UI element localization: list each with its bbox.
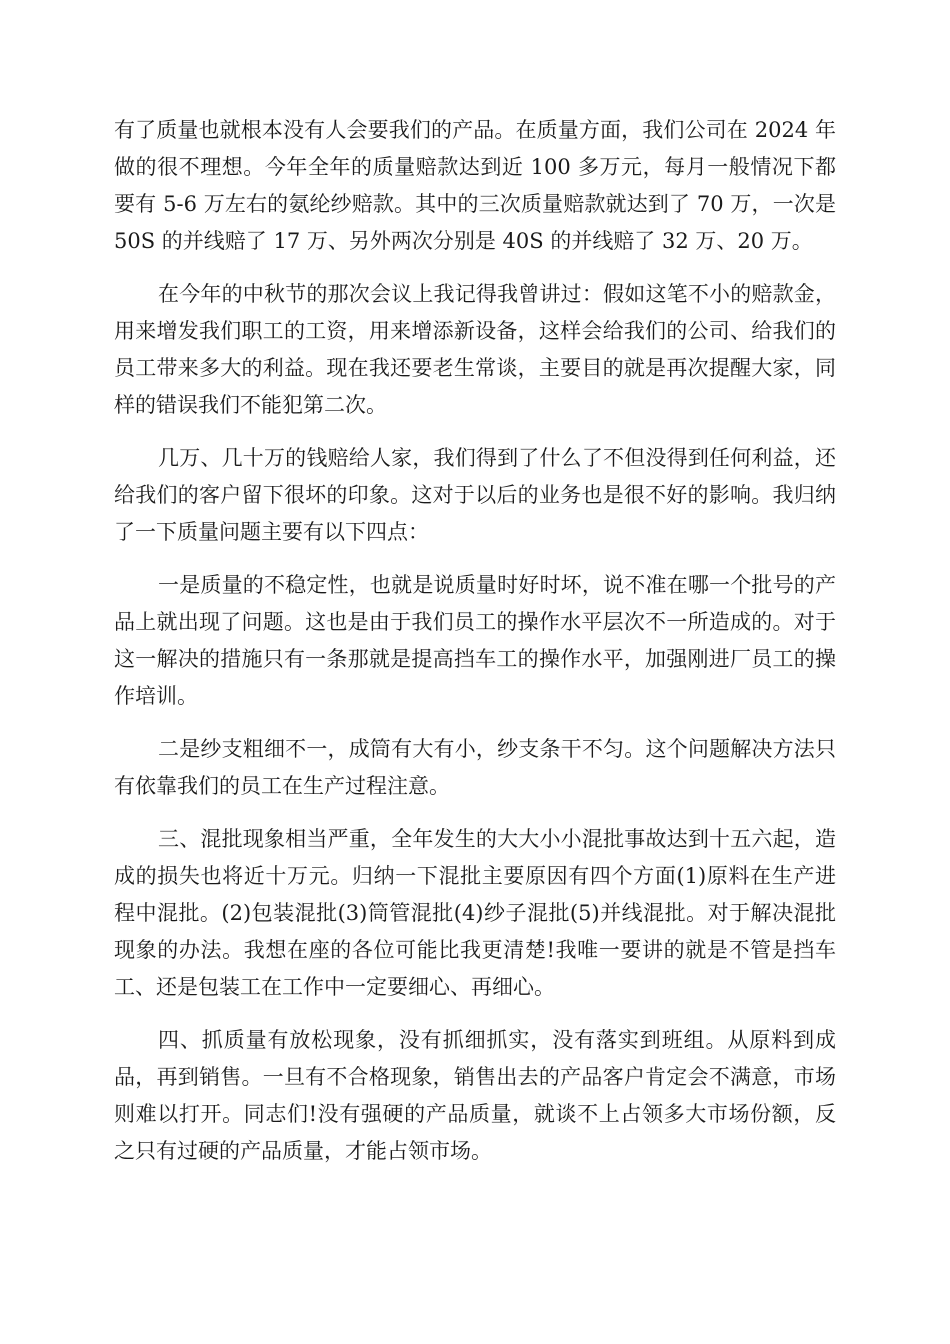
paragraph-point-one: 一是质量的不稳定性，也就是说质量时好时坏，说不准在哪一个批号的产品上就出现了问题。这也是由于我们员工的操作水平层次不一所造成的。对于这一解决的措施只有一条那就是提高挡车工的操作水平，加强刚进厂员工的操作培训。 <box>114 573 836 708</box>
paragraph-point-four: 四、抓质量有放松现象，没有抓细抓实，没有落实到班组。从原料到成品，再到销售。一旦有不合格现象，销售出去的产品客户肯定会不满意，市场则难以打开。同志们!没有强硬的产品质量，就谈不上占领多大市场份额，反之只有过硬的产品质量，才能占领市场。 <box>114 1028 836 1163</box>
paragraph-point-two: 二是纱支粗细不一，成筒有大有小，纱支条干不匀。这个问题解决方法只有依靠我们的员工在生产过程注意。 <box>114 737 836 798</box>
paragraph-point-three: 三、混批现象相当严重，全年发生的大大小小混批事故达到十五六起，造成的损失也将近十万元。归纳一下混批主要原因有四个方面(1)原料在生产进程中混批。(2)包装混批(3)筒管混批(4)纱子混批(5)并线混批。对于解决混批现象的办法。我想在座的各位可能比我更清楚!我唯一要讲的就是不管是挡车工、还是包装工在工作中一定要细心、再细心。 <box>114 827 836 999</box>
paragraph-mid-autumn-meeting: 在今年的中秋节的那次会议上我记得我曾讲过：假如这笔不小的赔款金，用来增发我们职工的工资，用来增添新设备，这样会给我们的公司、给我们的员工带来多大的利益。现在我还要老生常谈，主要目的就是再次提醒大家，同样的错误我们不能犯第二次。 <box>114 282 836 417</box>
paragraph-quality-claims: 有了质量也就根本没有人会要我们的产品。在质量方面，我们公司在 2024 年做的很不理想。今年全年的质量赔款达到近 100 多万元，每月一般情况下都要有 5-6 万左右的氨纶纱赔款。其中的三次质量赔款就达到了 70 万，一次是 50S 的并线赔了 17 万、另外两次分别是 40S 的并线赔了 32 万、20 万。 <box>114 118 836 253</box>
document-body <box>114 112 836 1186</box>
paragraph-compensation-impact: 几万、几十万的钱赔给人家，我们得到了什么了不但没得到任何利益，还给我们的客户留下很坏的印象。这对于以后的业务也是很不好的影响。我归纳了一下质量问题主要有以下四点： <box>114 446 836 544</box>
